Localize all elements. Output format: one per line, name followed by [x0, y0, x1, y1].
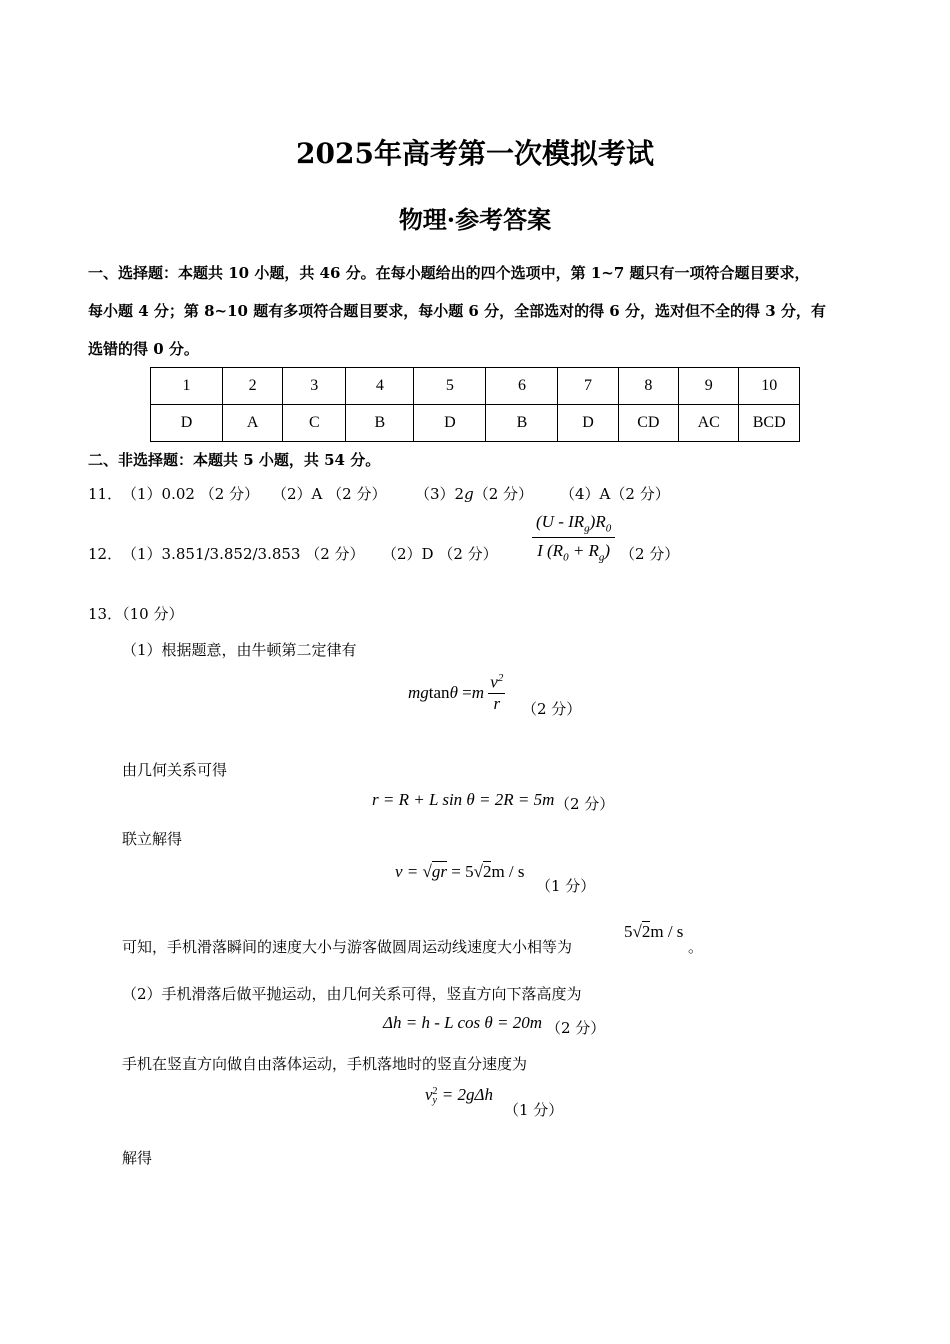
eq1-mg: mg	[408, 682, 429, 702]
q11-number: 11．	[88, 485, 123, 503]
q12-number: 12．	[88, 545, 123, 563]
conclusion-radicand: 2	[641, 922, 651, 941]
eq5-v: v	[425, 1085, 433, 1104]
sqrt-icon: √	[632, 922, 642, 941]
q13-eq5-score: （1 分）	[504, 1101, 564, 1119]
table-cell: D	[414, 405, 486, 442]
table-cell: BCD	[739, 405, 800, 442]
q13-eq4-score: （2 分）	[546, 1019, 606, 1037]
table-cell: 4	[346, 368, 414, 405]
table-cell: 2	[223, 368, 283, 405]
table-cell: CD	[618, 405, 678, 442]
eq5-square: 2	[432, 1086, 438, 1098]
table-cell: B	[346, 405, 414, 442]
q11-part2: （2）A （2 分）	[272, 485, 387, 503]
eq5-rhs: = 2gΔh	[437, 1085, 493, 1104]
q13-part2-intro: （2）手机滑落后做平抛运动，由几何关系可得，竖直方向下落高度为	[122, 985, 582, 1003]
table-cell: 9	[679, 368, 739, 405]
table-cell: D	[151, 405, 223, 442]
sqrt-icon: √	[473, 862, 483, 881]
eq1-denominator: r	[493, 693, 501, 713]
section1-line2: 每小题 4 分；第 8~10 题有多项符合题目要求，每小题 6 分，全部选对的得 6 分，选对但不全的得 3 分，有	[88, 302, 826, 320]
eq1-tan: tan	[428, 682, 450, 702]
q13-equation-5	[425, 1085, 493, 1105]
eq3-unit: m / s	[491, 862, 525, 881]
eq1-v: v	[490, 672, 498, 692]
eq3-radicand-1: gr	[431, 862, 447, 881]
q11-part3-label: （3）2	[415, 485, 465, 503]
q13-number: 13．（10 分）	[88, 605, 184, 623]
table-cell: C	[283, 405, 346, 442]
table-cell: 7	[558, 368, 618, 405]
table-cell: 1	[151, 368, 223, 405]
q13-eq3-score: （1 分）	[536, 877, 596, 895]
q11-part3	[415, 483, 533, 504]
table-row-numbers	[151, 368, 800, 405]
q13-geometry-text: 由几何关系可得	[122, 761, 228, 779]
q11-part1: （1）0.02 （2 分）	[122, 485, 260, 503]
page-title: 2025年高考第一次模拟考试	[296, 137, 654, 170]
q13-equation-3	[395, 862, 525, 882]
q11-part3-var: g	[464, 485, 474, 503]
eq1-equals: =	[462, 682, 472, 702]
table-cell: A	[223, 405, 283, 442]
q13-part1-intro: （1）根据题意，由牛顿第二定律有	[122, 641, 357, 659]
table-cell: 6	[486, 368, 558, 405]
q12-frac-num: $(U - IR_g)R_0$	[532, 512, 615, 538]
q13-solve-text: 联立解得	[122, 830, 183, 848]
answer-table	[150, 367, 800, 442]
sqrt-icon: √	[422, 862, 432, 881]
table-cell: AC	[679, 405, 739, 442]
table-cell: 10	[739, 368, 800, 405]
q13-eq2-score: （2 分）	[555, 795, 615, 813]
section1-line3: 选错的得 0 分。	[88, 340, 199, 358]
q13-free-fall-text: 手机在竖直方向做自由落体运动，手机落地时的竖直分速度为	[122, 1055, 528, 1073]
q13-conclusion-value	[624, 922, 683, 942]
eq1-numerator	[488, 672, 505, 694]
table-cell: 5	[414, 368, 486, 405]
eq1-square: 2	[497, 672, 504, 684]
table-cell: D	[558, 405, 618, 442]
conclusion-coef: 5	[624, 922, 633, 941]
q13-conclusion-end: 。	[688, 938, 704, 956]
q13-equation-4: Δh = h - L cos θ = 20m	[383, 1013, 543, 1032]
q12-frac-den: I $(R_0 + R_g)$	[537, 541, 611, 564]
q13-solve2-text: 解得	[122, 1149, 153, 1167]
section1-line1: 一、选择题：本题共 10 小题，共 46 分。在每小题给出的四个选项中，第 1~7 题只有一项符合题目要求，	[88, 264, 810, 282]
q13-eq1-score: （2 分）	[522, 700, 582, 718]
eq1-theta: θ	[449, 682, 458, 702]
q11-part3-score: （2 分）	[473, 485, 534, 503]
q13-equation-2: r = R + L sin θ = 2R = 5m	[372, 790, 555, 809]
eq3-v: v =	[395, 862, 423, 881]
page-subtitle: 物理·参考答案	[398, 205, 552, 234]
section2-heading: 二、非选择题：本题共 5 小题，共 54 分。	[88, 451, 381, 469]
q12-part2: （2）D （2 分）	[382, 545, 498, 563]
q11-part4: （4）A（2 分）	[560, 485, 670, 503]
table-cell: 3	[283, 368, 346, 405]
q13-equation-1	[408, 672, 505, 714]
table-row-answers	[151, 405, 800, 442]
table-cell: B	[486, 405, 558, 442]
q13-conclusion-text: 可知，手机滑落瞬间的速度大小与游客做圆周运动线速度大小相等为	[122, 938, 573, 956]
eq1-m: m	[471, 682, 485, 702]
eq3-coef: = 5	[447, 862, 474, 881]
table-cell: 8	[618, 368, 678, 405]
q12-fraction	[532, 512, 615, 564]
eq5-subscript: y	[432, 1095, 437, 1107]
q12-part1: （1）3.851/3.852/3.853 （2 分）	[122, 545, 365, 563]
eq3-radicand-2: 2	[482, 862, 492, 881]
q12-part3-score: （2 分）	[620, 545, 680, 563]
conclusion-unit: m / s	[650, 922, 684, 941]
